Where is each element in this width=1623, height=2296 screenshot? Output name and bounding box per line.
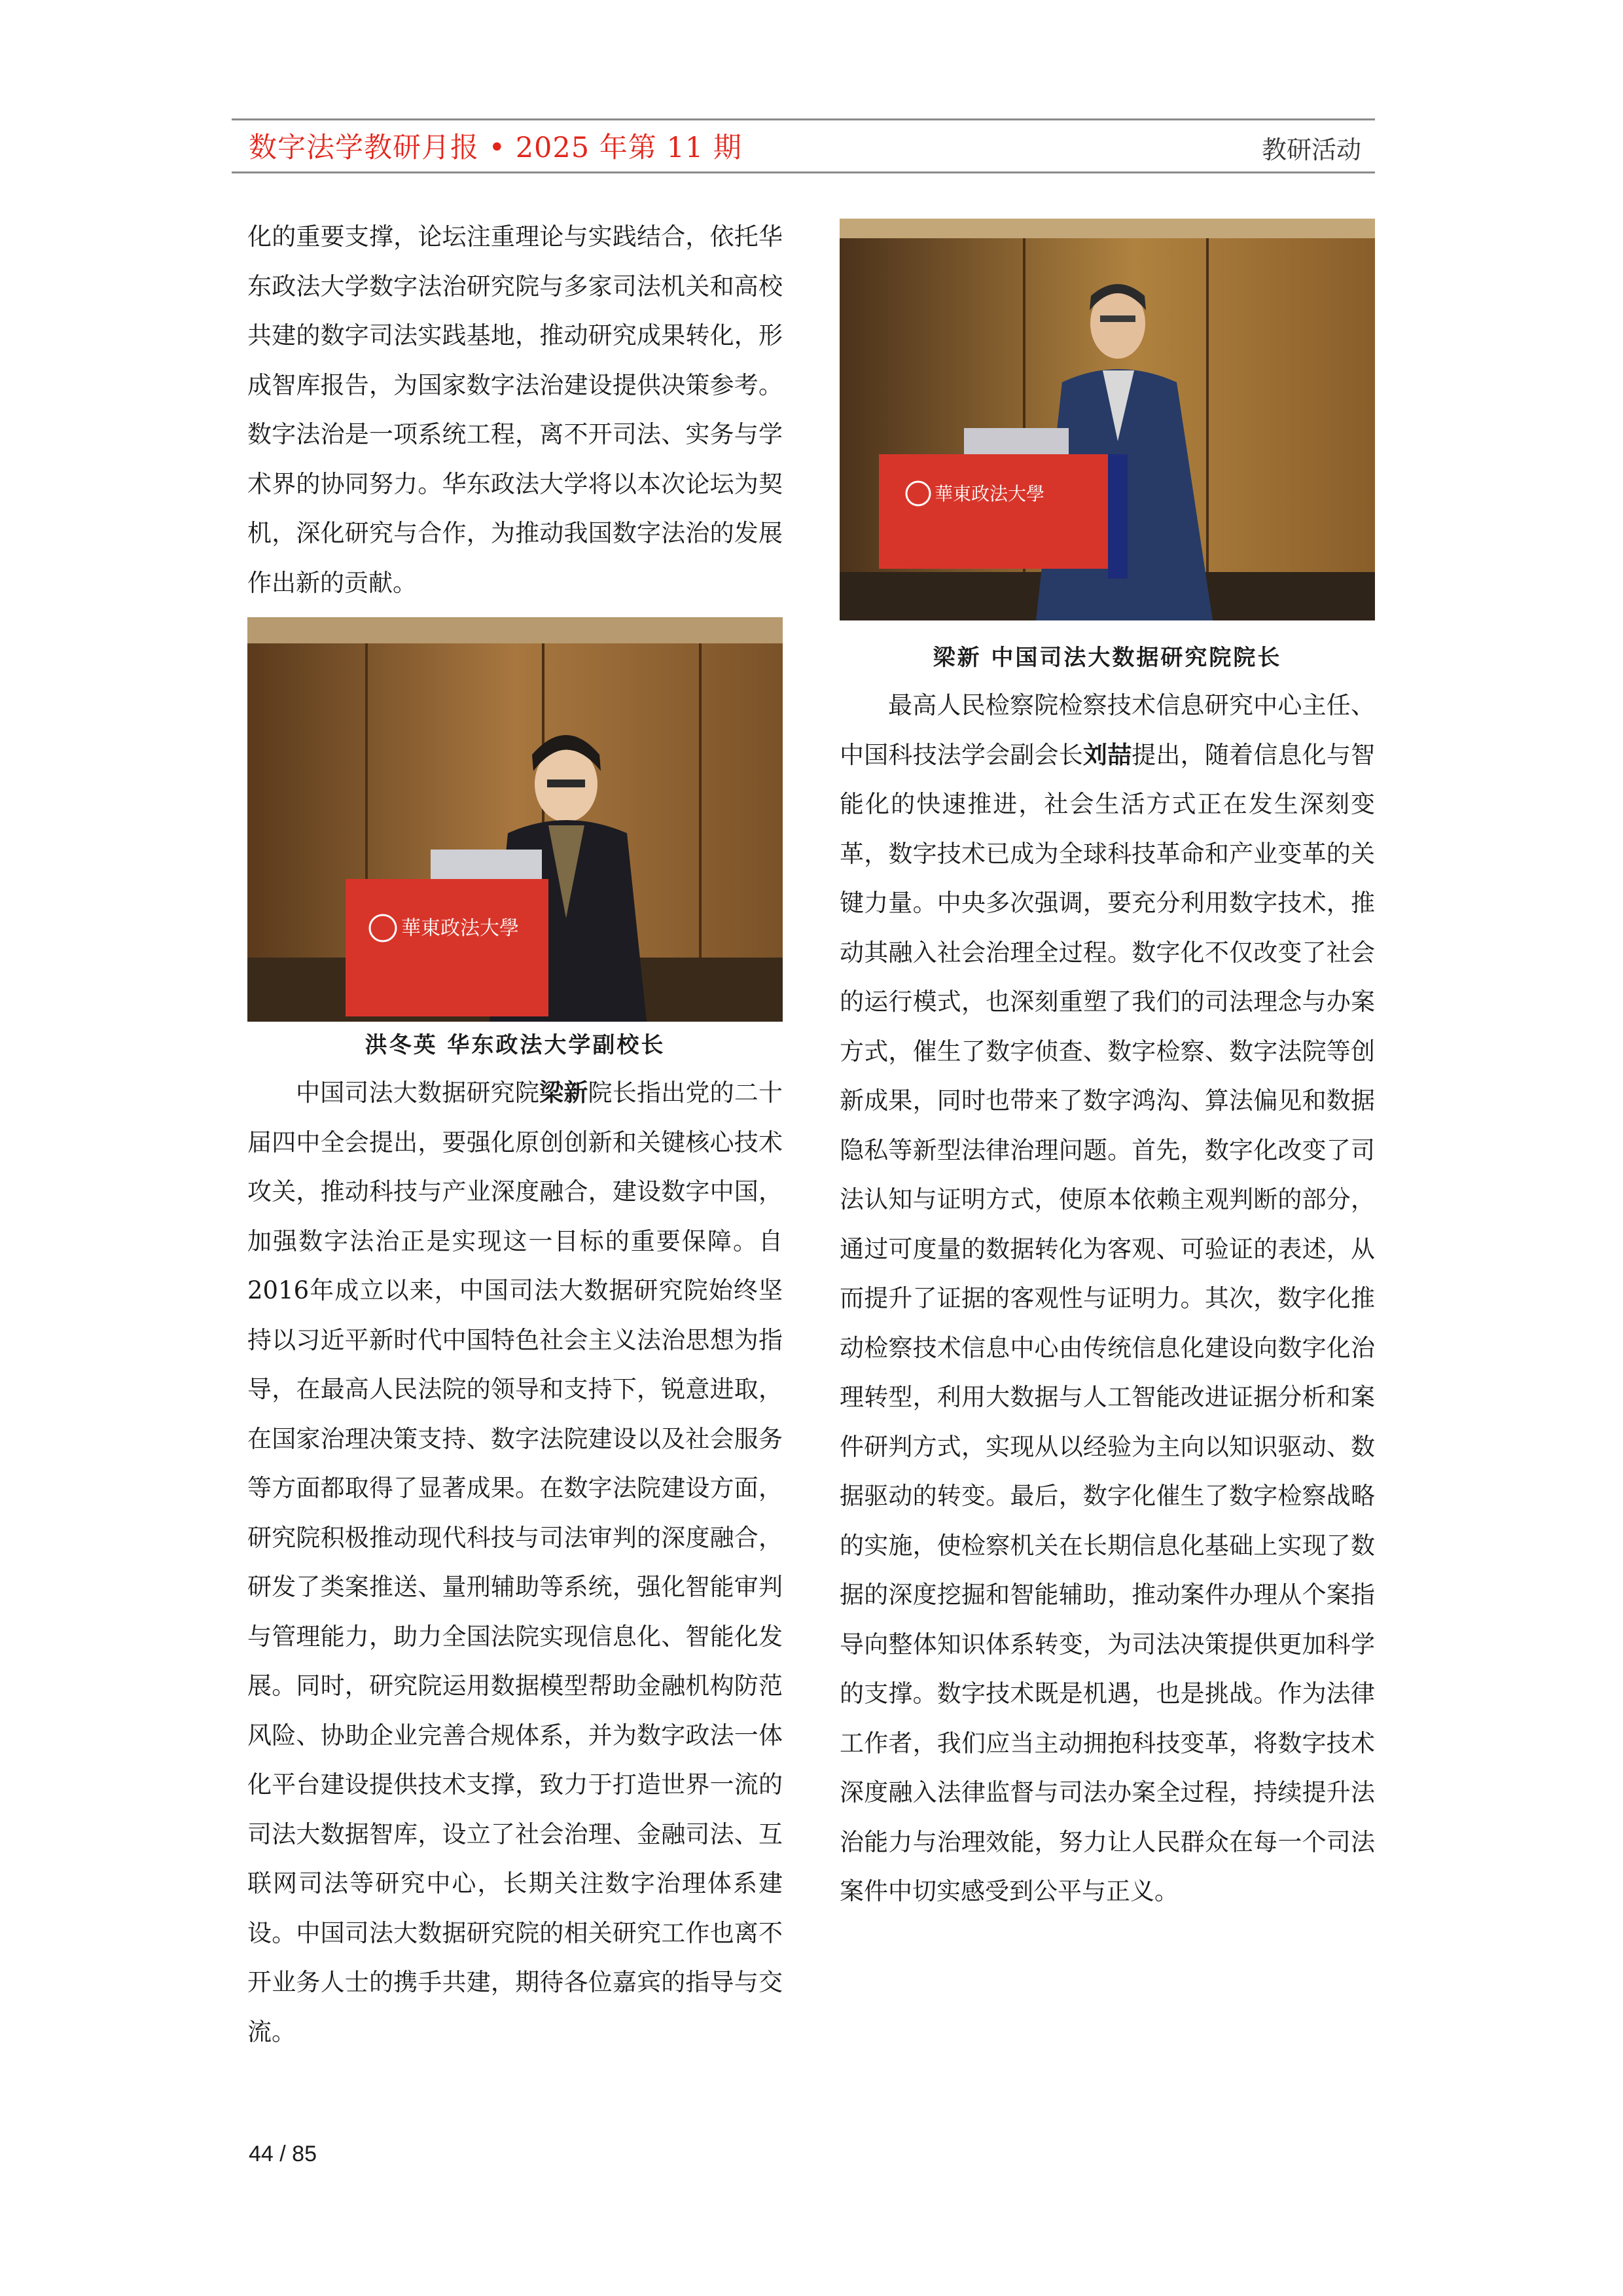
podium xyxy=(346,879,548,1016)
journal-title: 数字法学教研月报 • 2025 年第 11 期 xyxy=(249,132,742,164)
paragraph-lead: 中国司法大数据研究院 xyxy=(296,1079,540,1107)
paragraph-text: 化的重要支撑，论坛注重理论与实践结合，依托华东政法大学数字法治研究院与多家司法机关和高校共建的数字司法实践基地，推动研究成果转化，形成智库报告，为国家数字法治建设提供决策参考。数字法治是一项系统工程，离不开司法、实务与学术界的协同努力。华东政法大学将以本次论坛为契机，深化研究与合作，为推动我国数字法治的发展作出新的贡献。 xyxy=(247,223,783,597)
section-label: 教研活动 xyxy=(1261,135,1361,164)
page-number: 44 / 85 xyxy=(249,2142,317,2166)
paragraph-rest: 提出，随着信息化与智能化的快速推进，社会生活方式正在发生深刻变革，数字技术已成为全球科技革命和产业变革的关键力量。中央多次强调，要充分利用数字技术，推动其融入社会治理全过程。数字化不仅改变了社会的运行模式，也深刻重塑了我们的司法理念与办案方式，催生了数字侦查、数字检察、数字法院等创新成果，同时也带来了数字鸿沟、算法偏见和数据隐私等新型法律治理问题。首先，数字化改变了司法认知与证明方式，使原本依赖主观判断的部分，通过可度量的数据转化为客观、可验证的表述，从而提升了证据的客观性与证明力。其次，数字化推动检察技术信息中心由传统信息化建设向数字化治理转型，利用大数据与人工智能改进证据分析和案件研判方式，实现从以经验为主向以知识驱动、数据驱动的转变。最后，数字化催生了数字检察战略的实施，使检察机关在长期信息化基础上实现了数据的深度挖掘和智能辅助，推动案件办理从个案指导向整体知识体系转变，为司法决策提供更加科学的支撑。数字技术既是机遇，也是挑战。作为法律工作者，我们应当主动拥抱科技变革，将数字技术深度融入法律监督与司法办案全过程，持续提升法治能力与治理效能，努力让人民群众在每一个司法案件中切实感受到公平与正义。 xyxy=(840,740,1376,1905)
header-bottom-rule xyxy=(232,171,1375,173)
speaker-photo xyxy=(840,219,1375,620)
person-name-liuzhe: 刘喆 xyxy=(1082,740,1132,769)
podium xyxy=(879,454,1108,569)
left-paragraph-2 xyxy=(247,1068,783,2056)
person-name-liangxin: 梁新 xyxy=(539,1078,588,1107)
header-top-rule xyxy=(232,118,1375,120)
photo-hong-dongying xyxy=(247,617,783,1022)
photo-liang-xin xyxy=(840,219,1375,620)
left-paragraph-1 xyxy=(247,212,783,607)
paragraph-lead: 最高人民检察院检察技术信息研究中心主任、中国科技法学会副会长 xyxy=(840,691,1375,769)
right-paragraph xyxy=(840,681,1375,1916)
paragraph-rest: 院长指出党的二十届四中全会提出，要强化原创创新和关键核心技术攻关，推动科技与产业深度融合，建设数字中国，加强数字法治正是实现这一目标的重要保障。自2016年成立以来，中国司法大数据研究院始终坚持以习近平新时代中国特色社会主义法治思想为指导，在最高人民法院的领导和支持下，锐意进取，在国家治理决策支持、数字法院建设以及社会服务等方面都取得了显著成果。在数字法院建设方面，研究院积极推动现代科技与司法审判的深度融合，研发了类案推送、量刑辅助等系统，强化智能审判与管理能力，助力全国法院实现信息化、智能化发展。同时，研究院运用数据模型帮助金融机构防范风险、协助企业完善合规体系，并为数字政法一体化平台建设提供技术支撑，致力于打造世界一流的司法大数据智库，设立了社会治理、金融司法、互联网司法等研究中心，长期关注数字治理体系建设。中国司法大数据研究院的相关研究工作也离不开业务人士的携手共建，期待各位嘉宾的指导与交流。 xyxy=(247,1079,783,2046)
podium-logo-text: 華東政法大學 xyxy=(935,483,1045,505)
left-photo-caption: 洪冬英 华东政法大学副校长 xyxy=(365,1032,666,1058)
speaker-photo xyxy=(247,617,783,1022)
podium-logo-text: 華東政法大學 xyxy=(401,917,519,940)
right-photo-caption: 梁新 中国司法大数据研究院院长 xyxy=(933,645,1282,671)
